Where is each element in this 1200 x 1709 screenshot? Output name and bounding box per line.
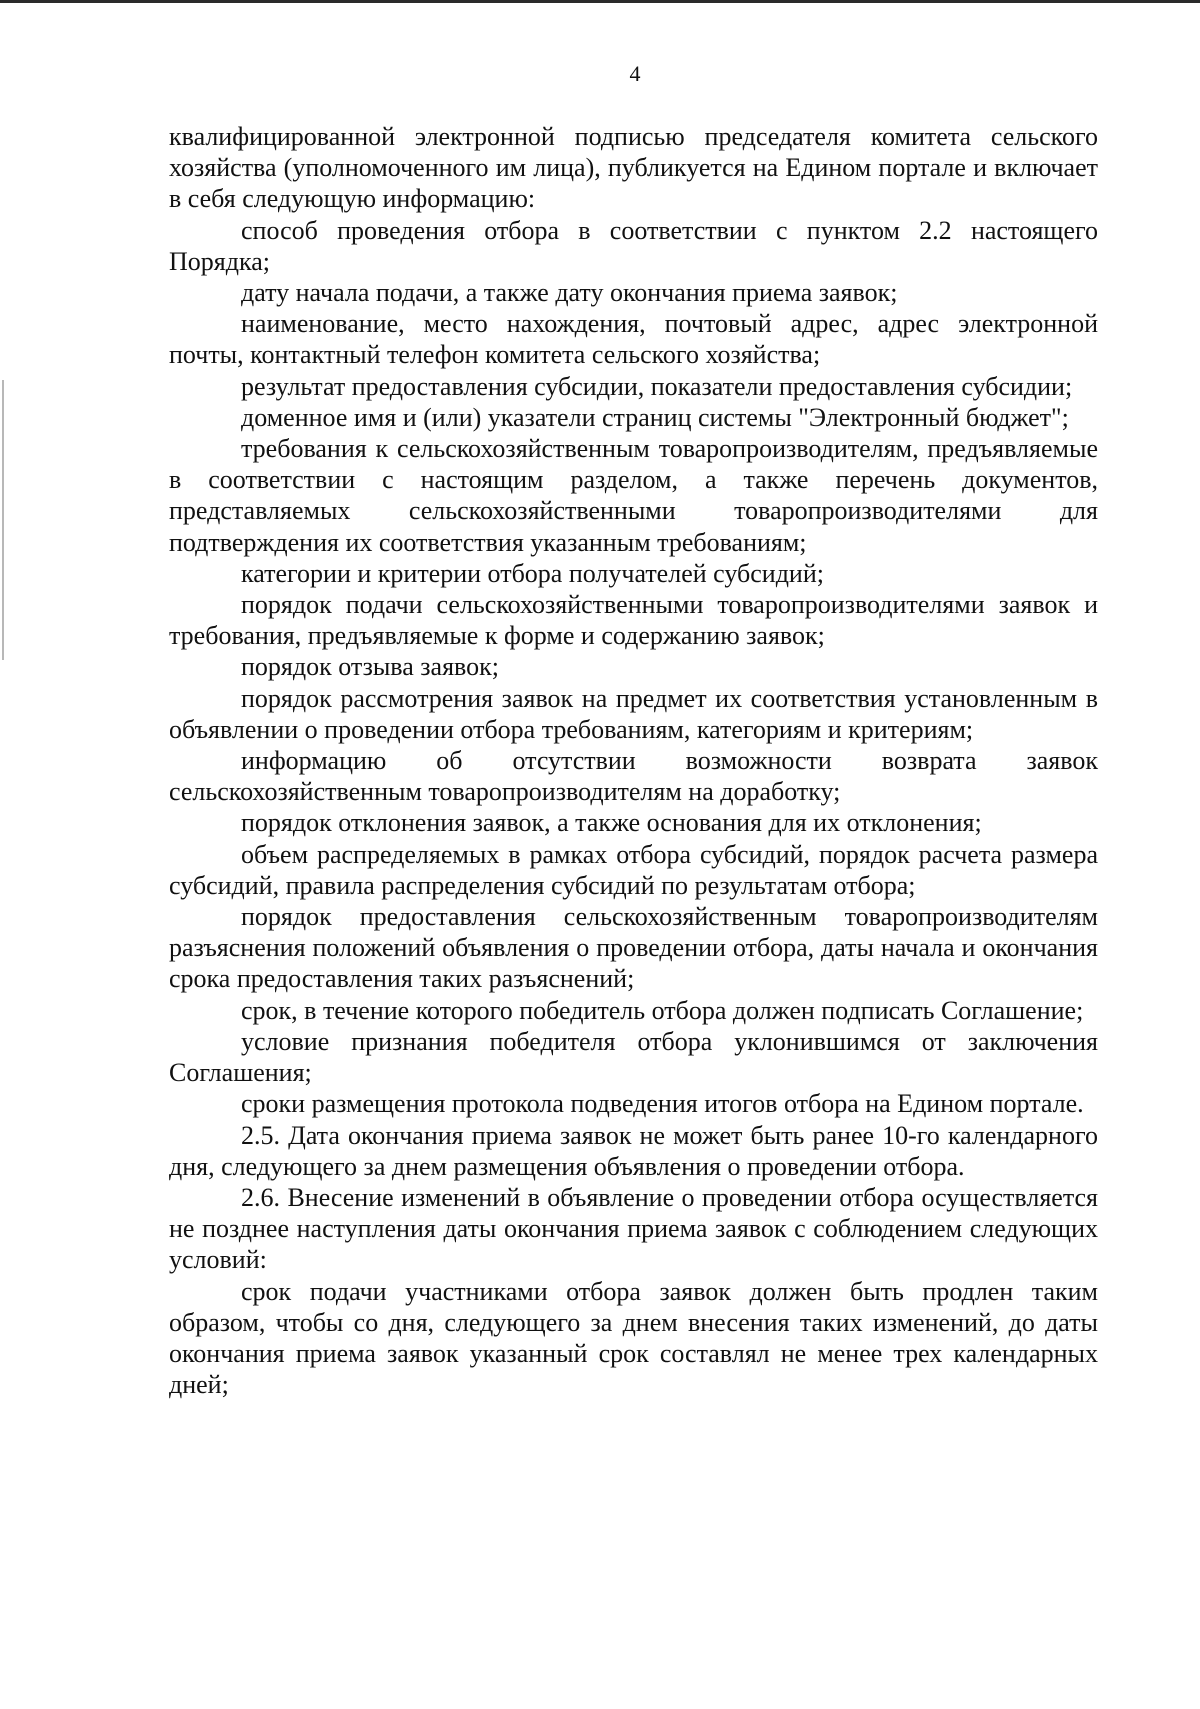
paragraph-extension-condition: срок подачи участниками отбора заявок должен быть продлен таким образом, чтобы со дня, следующего за днем внесения таких изменений, до даты окончания приема заявок указанный срок составлял не менее трех календарных дней; xyxy=(169,1276,1098,1400)
paragraph-application-dates: дату начала подачи, а также дату окончания приема заявок; xyxy=(241,278,898,308)
page-number: 4 xyxy=(629,61,641,86)
document-body xyxy=(169,121,1098,1400)
paragraph-subsidy-volume: объем распределяемых в рамках отбора субсидий, порядок расчета размера субсидий, правила распределения субсидий по результатам отбора; xyxy=(169,839,1098,900)
scan-left-mark xyxy=(2,380,4,660)
paragraph-no-return-info: информацию об отсутствии возможности возврата заявок сельскохозяйственным товаропроизводителям на доработку; xyxy=(169,746,1098,807)
paragraph-protocol-deadlines: сроки размещения протокола подведения итогов отбора на Едином портале. xyxy=(241,1089,1084,1119)
paragraph-clarification-procedure: порядок предоставления сельскохозяйственным товаропроизводителям разъяснения положений объявления о проведении отбора, даты начала и окончания срока предоставления таких разъяснений; xyxy=(169,902,1098,994)
paragraph-rejection-procedure: порядок отклонения заявок, а также основания для их отклонения; xyxy=(241,808,982,838)
paragraph-selection-method: способ проведения отбора в соответствии с пунктом 2.2 настоящего Порядка; xyxy=(169,215,1098,276)
paragraph-categories-criteria: категории и критерии отбора получателей субсидий; xyxy=(241,558,824,588)
paragraph-review-procedure: порядок рассмотрения заявок на предмет их соответствия установленным в объявлении о проведении отбора требованиям, категориям и критериям; xyxy=(169,683,1098,744)
paragraph-signing-deadline: срок, в течение которого победитель отбора должен подписать Соглашение; xyxy=(241,995,1084,1025)
paragraph-subsidy-results: результат предоставления субсидии, показатели предоставления субсидии; xyxy=(241,371,1073,401)
paragraph-section-2-6: 2.6. Внесение изменений в объявление о проведении отбора осуществляется не позднее наступления даты окончания приема заявок с соблюдением следующих условий: xyxy=(169,1182,1098,1275)
paragraph-withdrawal-procedure: порядок отзыва заявок; xyxy=(241,652,500,682)
paragraph-section-2-5: 2.5. Дата окончания приема заявок не может быть ранее 10-го календарного дня, следующего за днем размещения объявления о проведении отбора. xyxy=(169,1120,1098,1181)
paragraph-committee-contacts: наименование, место нахождения, почтовый адрес, адрес электронной почты, контактный телефон комитета сельского хозяйства; xyxy=(169,309,1098,370)
paragraph-submission-procedure: порядок подачи сельскохозяйственными товаропроизводителями заявок и требования, предъявляемые к форме и содержанию заявок; xyxy=(169,590,1098,651)
paragraph-intro-continuation: квалифицированной электронной подписью председателя комитета сельского хозяйства (уполномоченного им лица), публикуется на Едином портале и включает в себя следующую информацию: xyxy=(169,122,1098,214)
scan-top-edge xyxy=(0,0,1200,3)
paragraph-producer-requirements: требования к сельскохозяйственным товаропроизводителям, предъявляемые в соответствии с настоящим разделом, а также перечень документов, представляемых сельскохозяйственными товаропроизводителями для подтверждения их соответствия указанным требованиям; xyxy=(169,434,1098,557)
paragraph-evasion-condition: условие признания победителя отбора уклонившимся от заключения Соглашения; xyxy=(169,1026,1098,1088)
paragraph-domain-name: доменное имя и (или) указатели страниц системы "Электронный бюджет"; xyxy=(241,402,1069,432)
